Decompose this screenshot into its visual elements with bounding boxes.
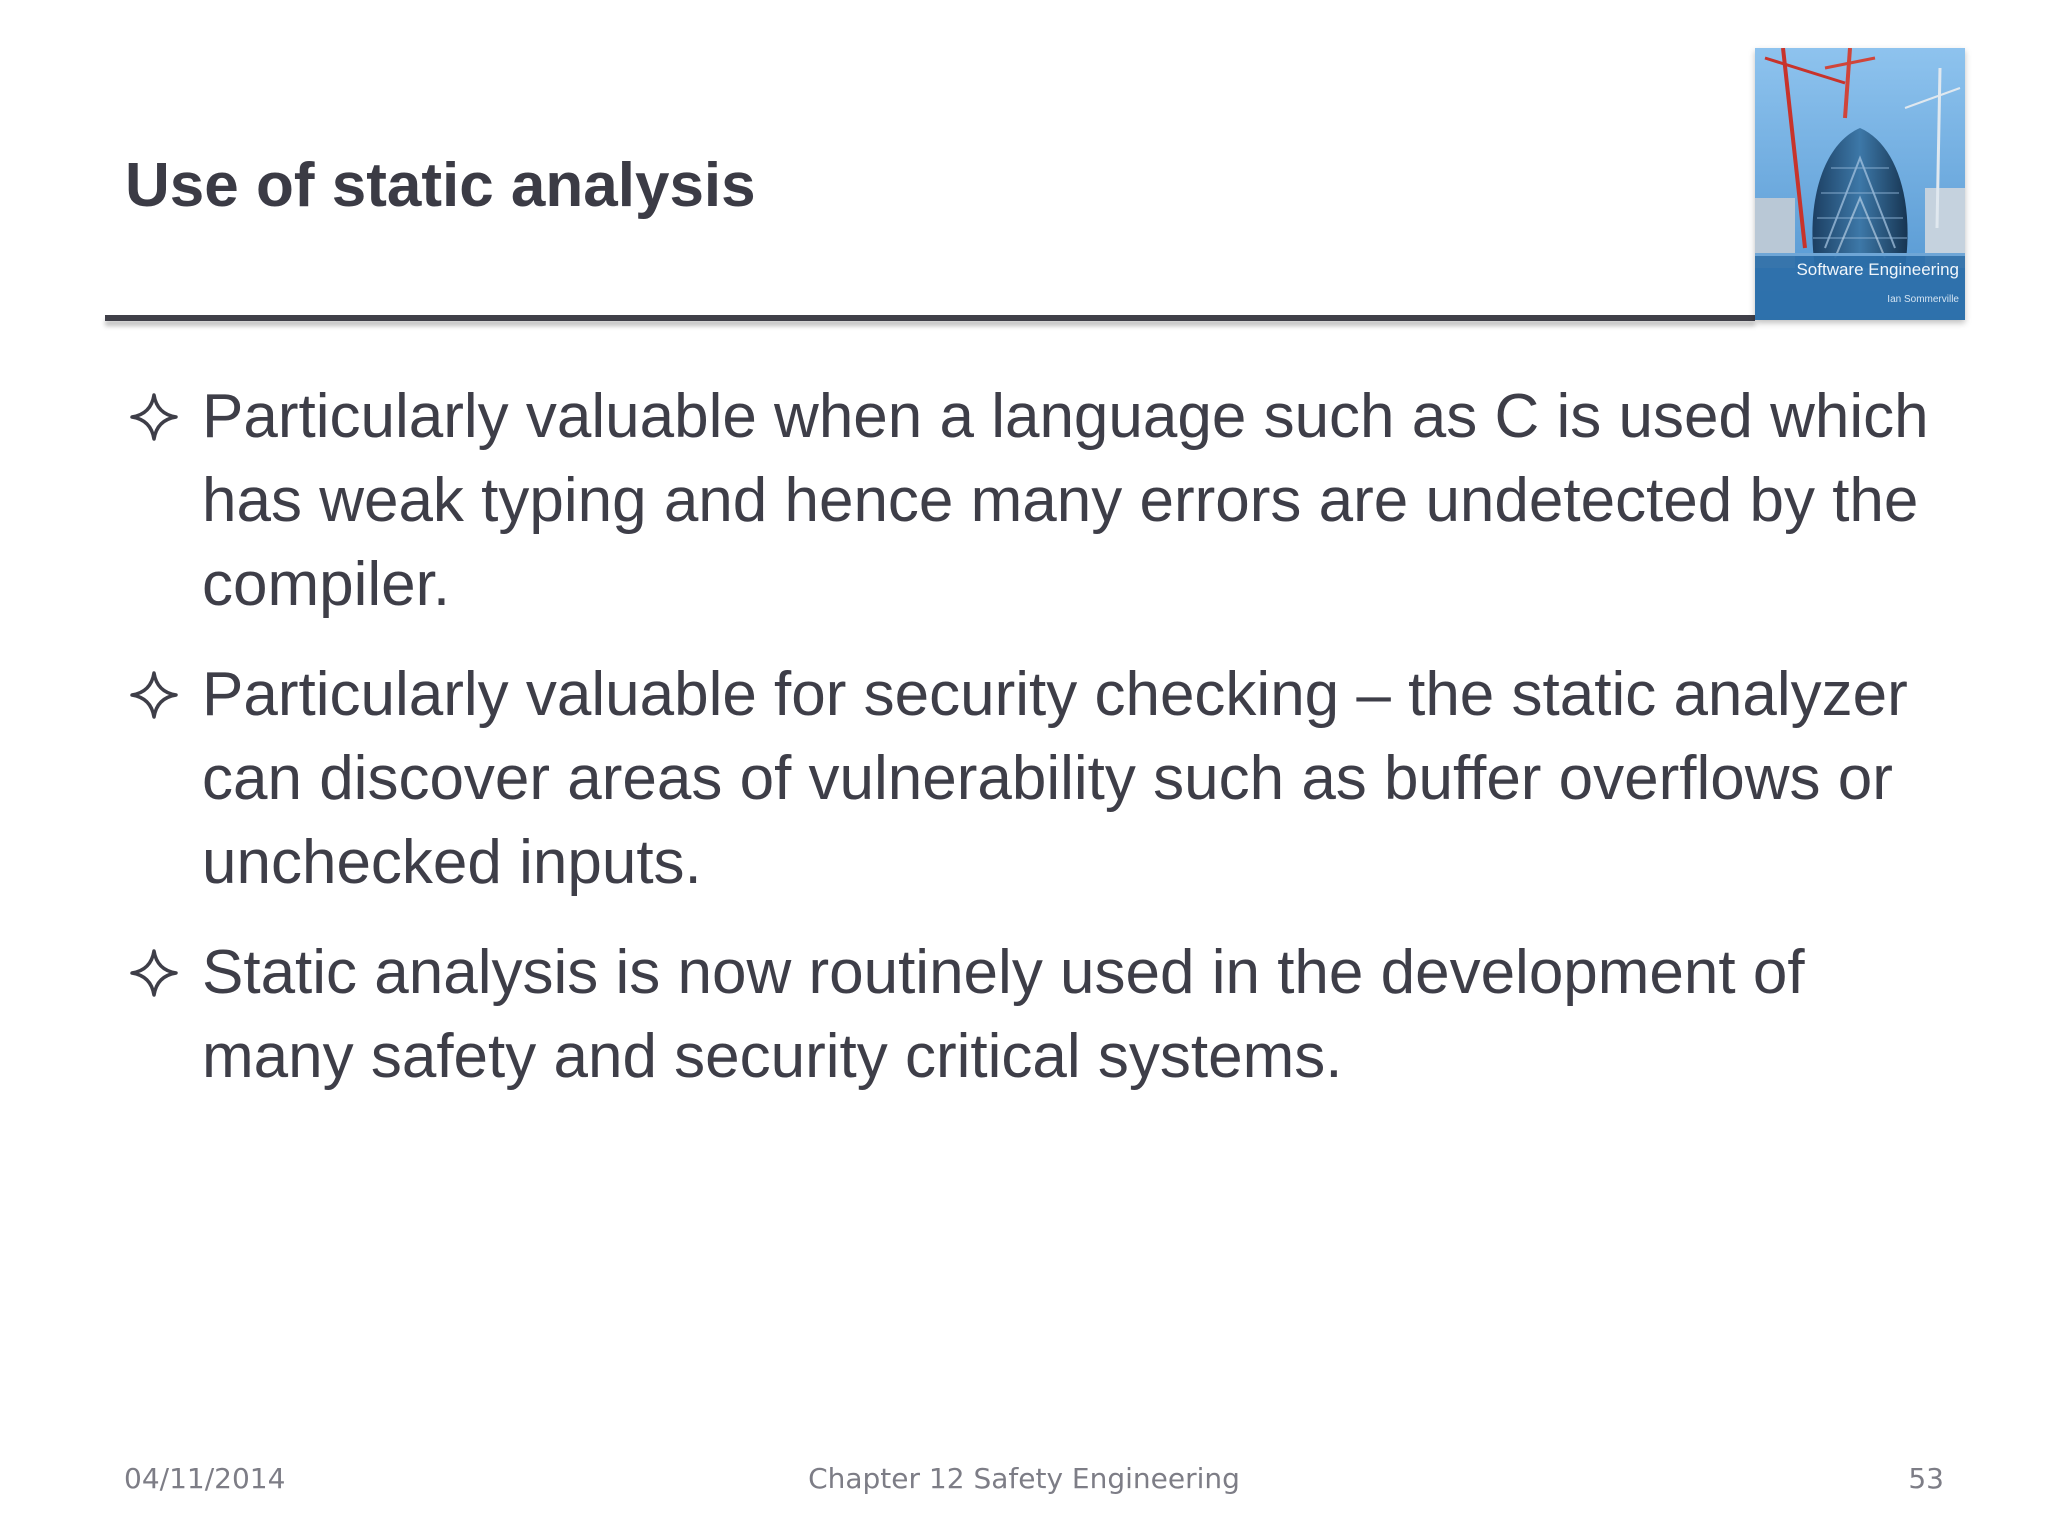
footer-chapter: Chapter 12 Safety Engineering <box>808 1462 1240 1495</box>
book-cover-image <box>1755 48 1965 320</box>
four-point-star-outline-icon <box>128 375 202 451</box>
bullet-item <box>128 375 1948 627</box>
cover-title: Software Engineering <box>1796 260 1959 279</box>
page-number: 53 <box>1908 1462 1944 1495</box>
bullet-list <box>128 375 1948 1125</box>
title-divider <box>105 315 1755 321</box>
cover-author: Ian Sommerville <box>1887 294 1959 305</box>
four-point-star-outline-icon <box>128 653 202 729</box>
bullet-text: Static analysis is now routinely used in the development of many safety and security critical systems. <box>202 938 1805 1091</box>
bullet-text: Particularly valuable for security checking – the static analyzer can discover areas of vulnerability such as buffer overflows or unchecked inputs. <box>202 660 1908 897</box>
slide-title: Use of static analysis <box>125 151 756 220</box>
four-point-star-outline-icon <box>128 931 202 1007</box>
bullet-text: Particularly valuable when a language such as C is used which has weak typing and hence many errors are undetected by the compiler. <box>202 382 1929 619</box>
bullet-item <box>128 931 1948 1099</box>
bullet-item <box>128 653 1948 905</box>
footer-date: 04/11/2014 <box>124 1462 286 1495</box>
